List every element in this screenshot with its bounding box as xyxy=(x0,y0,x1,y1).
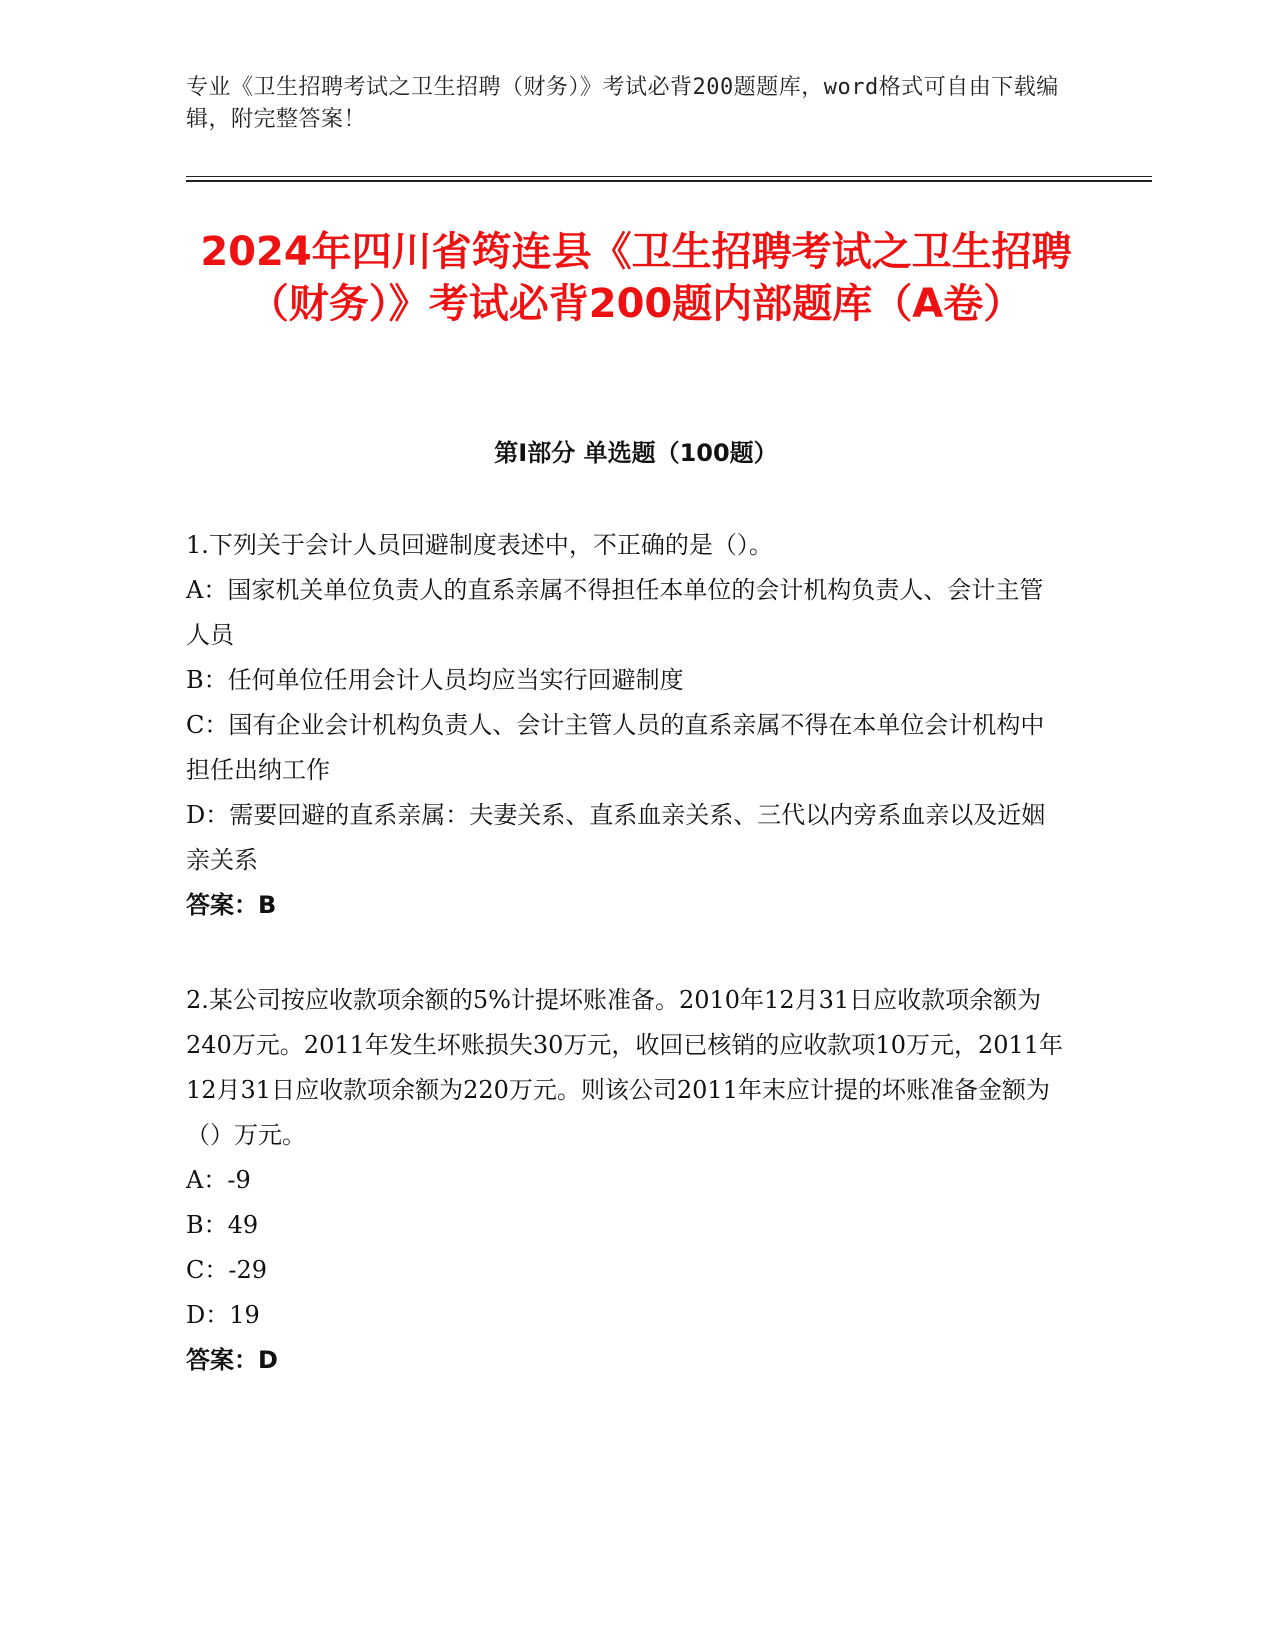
option-d: D：需要回避的直系亲属：夫妻关系、直系血亲关系、三代以内旁系血亲以及近姻亲关系 xyxy=(186,801,1046,874)
section-title: 第Ⅰ部分 单选题（100题） xyxy=(494,439,778,467)
answer-label: 答案：B xyxy=(186,891,277,919)
header-divider-thick xyxy=(186,180,1152,182)
option-d: D：19 xyxy=(186,1301,260,1329)
option-c: C：-29 xyxy=(186,1256,268,1284)
option-b: B：任何单位任用会计人员均应当实行回避制度 xyxy=(186,666,684,694)
header-note: 专业《卫生招聘考试之卫生招聘（财务）》考试必背200题题库，word格式可自由下载编辑，附完整答案！ xyxy=(186,75,1059,132)
question-stem: 1.下列关于会计人员回避制度表述中，不正确的是（）。 xyxy=(186,531,773,559)
document-title: 2024年四川省筠连县《卫生招聘考试之卫生招聘（财务）》考试必背200题内部题库（A卷） xyxy=(200,229,1072,327)
answer-label: 答案：D xyxy=(186,1346,278,1374)
option-a: A：-9 xyxy=(186,1166,251,1194)
option-c: C：国有企业会计机构负责人、会计主管人员的直系亲属不得在本单位会计机构中担任出纳工作 xyxy=(186,711,1045,784)
question-block xyxy=(186,978,1066,1383)
option-b: B：49 xyxy=(186,1211,259,1239)
option-a: A：国家机关单位负责人的直系亲属不得担任本单位的会计机构负责人、会计主管人员 xyxy=(186,576,1044,649)
question-block xyxy=(186,523,1066,928)
header-divider-thin xyxy=(186,176,1152,177)
question-stem: 2.某公司按应收款项余额的5%计提坏账准备。2010年12月31日应收款项余额为240万元。2011年发生坏账损失30万元，收回已核销的应收款项10万元，2011年12月31日应收款项余额为220万元。则该公司2011年末应计提的坏账准备金额为（）万元。 xyxy=(186,986,1064,1149)
